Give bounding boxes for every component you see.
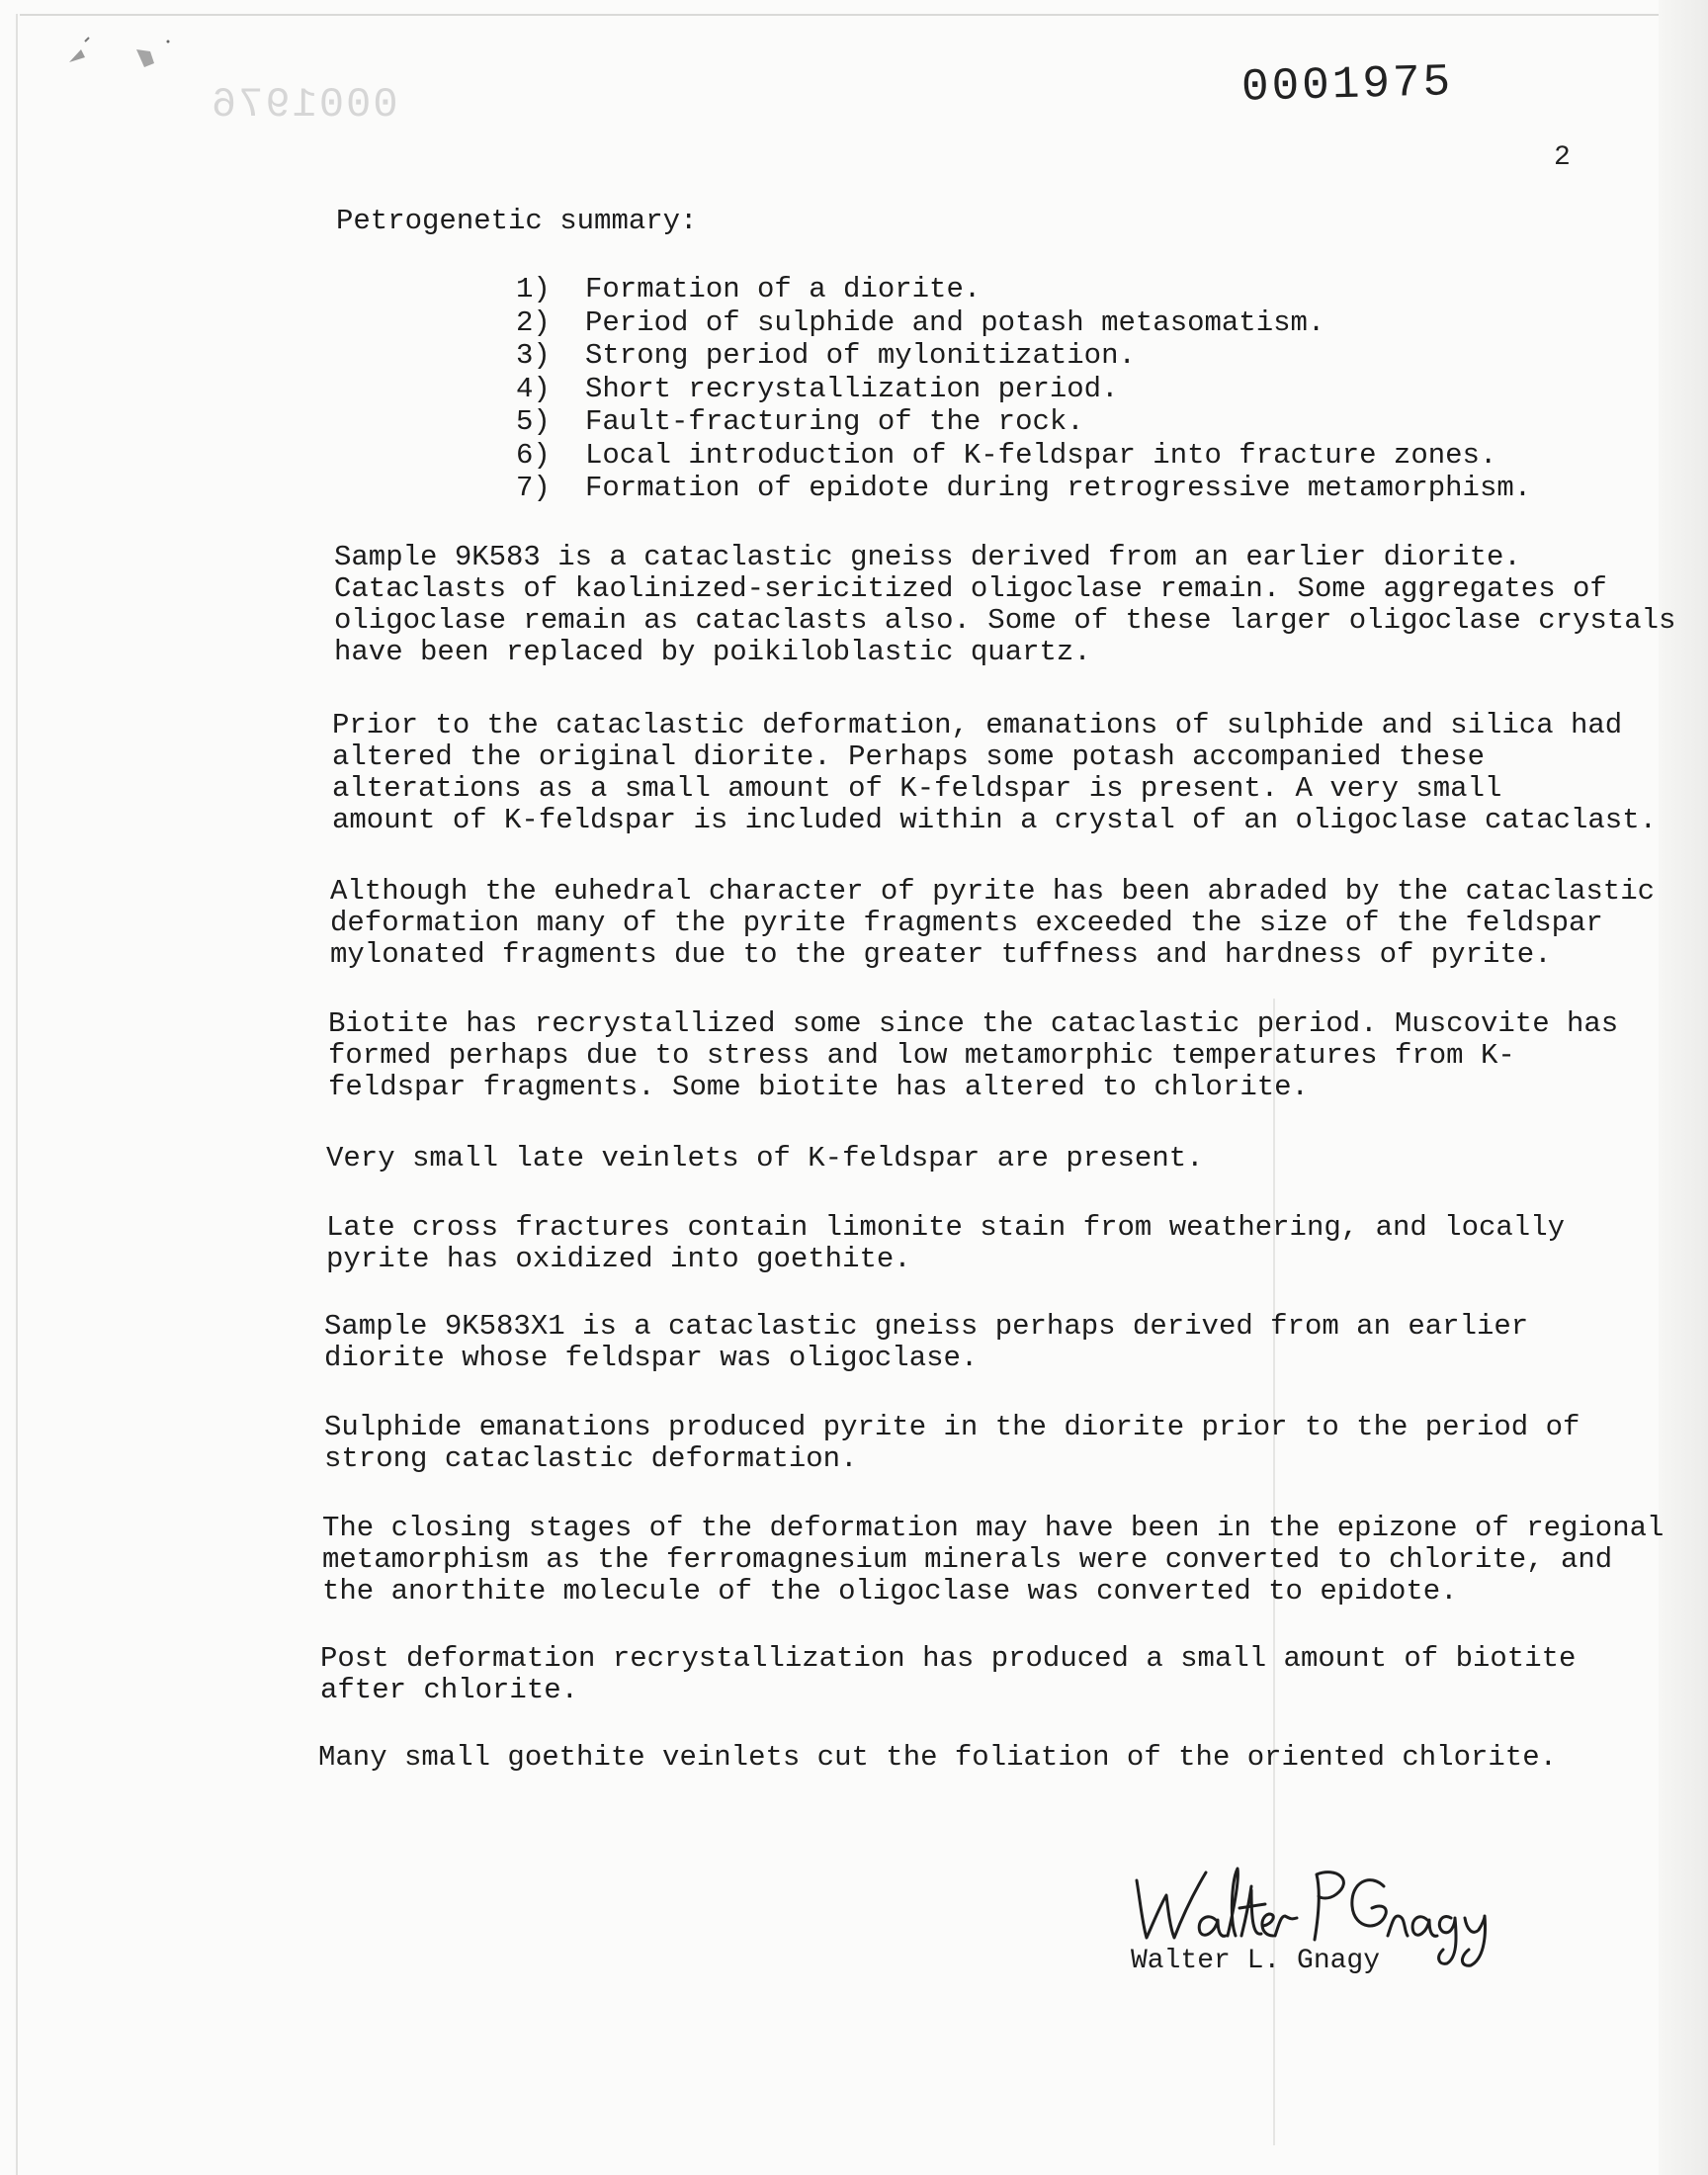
list-item bbox=[516, 273, 1531, 306]
paragraph-line: have been replaced by poikiloblastic quartz. bbox=[334, 636, 1091, 668]
paragraph-line: formed perhaps due to stress and low metamorphic temperatures from K- bbox=[328, 1039, 1515, 1072]
paragraph-line: Sulphide emanations produced pyrite in the diorite prior to the period of bbox=[324, 1411, 1580, 1443]
paragraph-closing-stages bbox=[322, 1513, 1664, 1608]
paragraph-line: The closing stages of the deformation may have been in the epizone of regional bbox=[322, 1512, 1665, 1544]
paragraph-post-deformation bbox=[320, 1643, 1576, 1706]
paragraph-line: Biotite has recrystallized some since the cataclastic period. Muscovite has bbox=[328, 1007, 1619, 1040]
paragraph-cross-fractures bbox=[326, 1212, 1565, 1275]
paragraph-line: altered the original diorite. Perhaps some potash accompanied these bbox=[332, 740, 1485, 773]
scan-edge-right bbox=[1659, 0, 1708, 2175]
paragraph-goethite-veinlets bbox=[318, 1742, 1557, 1774]
paragraph-line: Late cross fractures contain limonite stain from weathering, and locally bbox=[326, 1211, 1566, 1244]
paragraph-line: the anorthite molecule of the oligoclase was converted to epidote. bbox=[322, 1575, 1458, 1608]
step-text: Formation of epidote during retrogressive metamorphism. bbox=[585, 472, 1532, 504]
step-text: Strong period of mylonitization. bbox=[585, 339, 1136, 372]
paragraph-line: Sample 9K583 is a cataclastic gneiss derived from an earlier diorite. bbox=[334, 541, 1521, 573]
step-text: Local introduction of K-feldspar into fracture zones. bbox=[585, 438, 1497, 472]
paragraph-prior-deformation bbox=[332, 710, 1657, 836]
list-item bbox=[516, 439, 1531, 473]
petrogenetic-steps-list bbox=[516, 273, 1531, 505]
list-item bbox=[516, 306, 1531, 340]
paragraph-line: alterations as a small amount of K-feldspar is present. A very small bbox=[332, 772, 1502, 805]
step-number: 5) bbox=[516, 405, 551, 438]
paragraph-line: Prior to the cataclastic deformation, emanations of sulphide and silica had bbox=[332, 709, 1623, 741]
paragraph-line: pyrite has oxidized into goethite. bbox=[326, 1243, 911, 1275]
step-text: Fault-fracturing of the rock. bbox=[585, 405, 1084, 438]
step-number: 6) bbox=[516, 438, 551, 472]
paragraph-line: oligoclase remain as cataclasts also. Some of these larger oligoclase crystals bbox=[334, 604, 1676, 637]
paragraph-pyrite-character bbox=[330, 876, 1655, 971]
scan-edge-left bbox=[16, 14, 18, 2175]
scan-smudge-marks bbox=[59, 28, 178, 77]
paragraph-line: feldspar fragments. Some biotite has altered to chlorite. bbox=[328, 1071, 1309, 1103]
paragraph-biotite bbox=[328, 1008, 1618, 1103]
paragraph-line: Sample 9K583X1 is a cataclastic gneiss perhaps derived from an earlier bbox=[324, 1310, 1529, 1343]
step-text: Formation of a diorite. bbox=[585, 273, 982, 305]
step-number: 7) bbox=[516, 472, 551, 504]
list-item bbox=[516, 405, 1531, 439]
scan-edge-top bbox=[20, 14, 1708, 16]
list-item bbox=[516, 339, 1531, 373]
paragraph-line: Cataclasts of kaolinized-sericitized oligoclase remain. Some aggregates of bbox=[334, 572, 1607, 605]
paragraph-sample-9k583x1 bbox=[324, 1311, 1528, 1374]
step-number: 4) bbox=[516, 372, 551, 405]
step-number: 2) bbox=[516, 305, 551, 339]
page-number: 2 bbox=[1554, 142, 1571, 173]
paragraph-line: amount of K-feldspar is included within a crystal of an oligoclase cataclast. bbox=[332, 804, 1658, 836]
paragraph-line: mylonated fragments due to the greater tuffness and hardness of pyrite. bbox=[330, 938, 1552, 971]
signer-name: Walter L. Gnagy bbox=[1131, 1946, 1381, 1976]
bleed-through-number: 0001976 bbox=[210, 81, 398, 129]
paragraph-line: Many small goethite veinlets cut the foliation of the oriented chlorite. bbox=[318, 1741, 1558, 1774]
paragraph-line: after chlorite. bbox=[320, 1674, 579, 1706]
paragraph-line: deformation many of the pyrite fragments exceeded the size of the feldspar bbox=[330, 907, 1603, 939]
list-item bbox=[516, 373, 1531, 406]
list-item bbox=[516, 472, 1531, 505]
paragraph-line: Although the euhedral character of pyrite has been abraded by the cataclastic bbox=[330, 875, 1656, 908]
paragraph-line: metamorphism as the ferromagnesium minerals were converted to chlorite, and bbox=[322, 1543, 1613, 1576]
paragraph-sulphide-emanations bbox=[324, 1412, 1580, 1475]
paragraph-veinlets bbox=[326, 1143, 1204, 1174]
document-number: 0001975 bbox=[1240, 56, 1454, 114]
step-number: 1) bbox=[516, 273, 551, 305]
section-heading: Petrogenetic summary: bbox=[336, 205, 698, 237]
paragraph-line: strong cataclastic deformation. bbox=[324, 1442, 858, 1475]
paragraph-sample-9k583 bbox=[334, 542, 1675, 668]
step-text: Short recrystallization period. bbox=[585, 372, 1119, 405]
paragraph-line: Very small late veinlets of K-feldspar are present. bbox=[326, 1142, 1204, 1174]
paragraph-line: diorite whose feldspar was oligoclase. bbox=[324, 1342, 979, 1374]
step-number: 3) bbox=[516, 339, 551, 372]
step-text: Period of sulphide and potash metasomatism. bbox=[585, 305, 1325, 339]
paragraph-line: Post deformation recrystallization has produced a small amount of biotite bbox=[320, 1642, 1577, 1675]
